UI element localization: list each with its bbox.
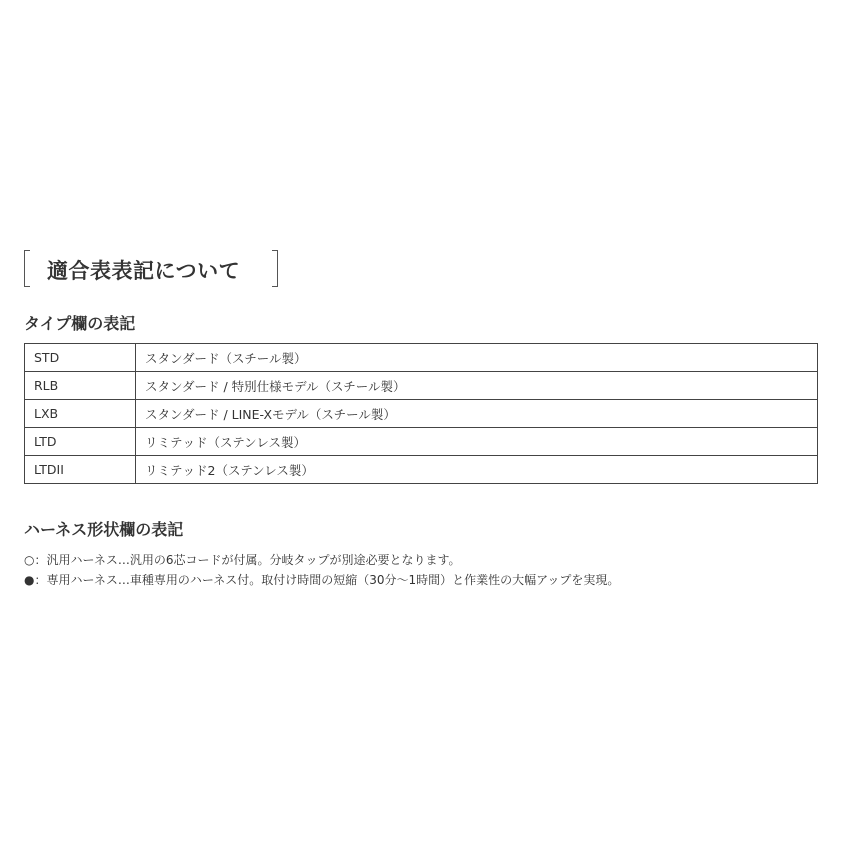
page-title: 適合表表記について — [47, 259, 241, 283]
dedicated-harness-note: ●：専用ハーネス…車種専用のハーネス付。取付け時間の短縮（30分〜1時間）と作業性の大幅アップを実現。 — [24, 573, 620, 587]
type-table — [24, 343, 818, 484]
table-row — [25, 428, 818, 456]
table-row — [25, 372, 818, 400]
type-description: リミテッド（ステンレス製） — [136, 428, 818, 456]
harness-notes — [24, 550, 619, 590]
type-code: RLB — [25, 372, 136, 400]
type-description: スタンダード / 特別仕様モデル（スチール製） — [136, 372, 818, 400]
type-section-heading: タイプ欄の表記 — [24, 314, 136, 333]
table-row — [25, 400, 818, 428]
type-description: スタンダード / LINE-Xモデル（スチール製） — [136, 400, 818, 428]
type-code: STD — [25, 344, 136, 372]
right-bracket — [272, 250, 278, 287]
table-row — [25, 344, 818, 372]
harness-section-heading: ハーネス形状欄の表記 — [24, 520, 184, 539]
type-code: LXB — [25, 400, 136, 428]
left-bracket — [24, 250, 30, 287]
general-harness-note: ○：汎用ハーネス…汎用の6芯コードが付属。分岐タップが別途必要となります。 — [24, 553, 461, 567]
type-code: LTD — [25, 428, 136, 456]
table-row — [25, 456, 818, 484]
type-description: リミテッド2（ステンレス製） — [136, 456, 818, 484]
type-code: LTDII — [25, 456, 136, 484]
type-description: スタンダード（スチール製） — [136, 344, 818, 372]
page-title-box — [24, 250, 278, 287]
